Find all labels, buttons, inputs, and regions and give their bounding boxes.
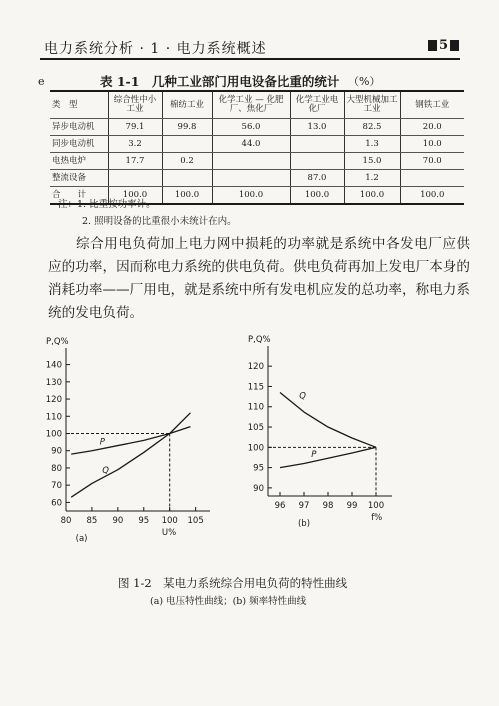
table-cell: 13.0: [290, 119, 344, 136]
y-tick-label: 70: [51, 481, 62, 492]
y-tick-label: 140: [45, 360, 62, 371]
table-note: 注：1. 比重按功率计。: [58, 199, 156, 210]
y-tick-label: 130: [45, 377, 62, 388]
x-tick-label: 98: [322, 501, 334, 511]
y-tick-label: 110: [247, 402, 264, 413]
y-tick-label: 120: [45, 395, 62, 406]
x-tick-label: 100: [367, 501, 385, 511]
table-note: 2. 照明设备的比重很小未统计在内。: [82, 216, 237, 227]
y-tick-label: 80: [51, 463, 62, 474]
series-p-curve: [280, 447, 376, 467]
x-tick-label: 85: [86, 516, 98, 526]
table-unit: （%）: [348, 75, 381, 88]
table-header-cell: 化学工业 — 化肥厂、焦化厂: [212, 91, 290, 119]
x-tick-label: 96: [274, 501, 286, 511]
table-cell: 100.0: [400, 187, 464, 205]
y-tick-label: 100: [247, 443, 264, 454]
table-cell: 79.1: [108, 119, 162, 136]
x-tick-label: 99: [346, 501, 358, 511]
series-q-label: Q: [299, 391, 306, 402]
y-tick-label: 110: [45, 412, 62, 423]
table-cell: 1.2: [344, 170, 400, 187]
table-cell: 56.0: [212, 119, 290, 136]
table-cell: 82.5: [344, 119, 400, 136]
table-header-cell: 化学工业电化厂: [290, 91, 344, 119]
table-cell: 0.2: [162, 153, 212, 170]
series-q-curve: [280, 393, 376, 448]
y-tick-label: 90: [51, 446, 62, 457]
figure-subcaption: (a) 电压特性曲线；(b) 频率特性曲线: [150, 596, 307, 607]
table-cell: 100.0: [212, 187, 290, 205]
table-cell: 100.0: [290, 187, 344, 205]
x-tick-label: 95: [138, 516, 150, 526]
panel-label: (b): [297, 519, 311, 529]
y-axis-label: P,Q%: [248, 335, 271, 345]
table-cell: 70.0: [400, 153, 464, 170]
table-cell: 1.3: [344, 136, 400, 153]
y-tick-label: 115: [247, 382, 264, 393]
table-cell: 99.8: [162, 119, 212, 136]
table-cell: 20.0: [400, 119, 464, 136]
y-tick-label: 105: [247, 423, 264, 434]
running-header: 电力系统分析 · 1 · 电力系统概述: [44, 41, 267, 57]
table-cell: 100.0: [108, 187, 162, 205]
margin-mark: e: [38, 75, 45, 88]
table-cell: 合 计: [50, 187, 108, 205]
figure-caption: 图 1-2 某电力系统综合用电负荷的特性曲线: [118, 576, 348, 590]
page-number-text: 5: [438, 38, 448, 53]
series-p-label: P: [99, 437, 105, 448]
table-header-cell: 钢铁工业: [400, 91, 464, 119]
y-tick-label: 90: [253, 483, 264, 494]
table-header-cell: 综合性中小工业: [108, 91, 162, 119]
x-tick-label: 97: [298, 501, 310, 511]
x-tick-label: 105: [187, 516, 204, 526]
table-cell: 87.0: [290, 170, 344, 187]
x-axis-label: U%: [161, 528, 177, 538]
y-tick-label: 100: [45, 429, 62, 440]
table-cell: 15.0: [344, 153, 400, 170]
panel-label: (a): [75, 534, 88, 544]
x-tick-label: 100: [161, 516, 178, 526]
x-axis-label: f%: [371, 513, 383, 523]
table-header-cell: 类 型: [50, 91, 108, 119]
table-cell: 异步电动机: [50, 119, 108, 136]
y-tick-label: 120: [247, 362, 264, 373]
table-header-cell: 大型机械加工工业: [344, 91, 400, 119]
table-cell: 电热电炉: [50, 153, 108, 170]
table-cell: 10.0: [400, 136, 464, 153]
table-cell: 44.0: [212, 136, 290, 153]
table-header-cell: 棉纺工业: [162, 91, 212, 119]
table-cell: 100.0: [162, 187, 212, 205]
table-title: 表 1-1 几种工业部门用电设备比重的统计: [100, 74, 340, 89]
series-q-label: Q: [102, 466, 109, 477]
table-cell: 17.7: [108, 153, 162, 170]
body-paragraph: 综合用电负荷加上电力网中损耗的功率就是系统中各发电厂应供应的功率，因而称电力系统的供电负荷。供电负荷再加上发电厂本身的消耗功率——厂用电，就是系统中所有发电机应发的总功率，称电力系统的发电负荷。: [48, 236, 470, 321]
x-tick-label: 90: [112, 516, 124, 526]
x-tick-label: 80: [60, 516, 72, 526]
table-cell: 100.0: [344, 187, 400, 205]
table-cell: 同步电动机: [50, 136, 108, 153]
y-tick-label: 95: [253, 463, 264, 474]
y-axis-label: P,Q%: [46, 337, 69, 347]
series-p-label: P: [311, 450, 317, 461]
y-tick-label: 60: [51, 498, 62, 509]
table-cell: 3.2: [108, 136, 162, 153]
table-cell: 整流设备: [50, 170, 108, 187]
